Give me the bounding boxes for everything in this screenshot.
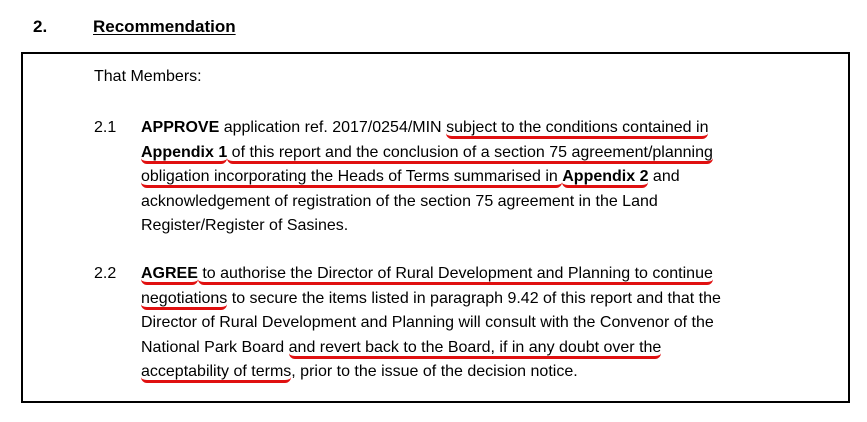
item-number: 2.2: [94, 265, 117, 282]
text-segment: to secure the items listed in paragraph 9.42 of this report and that the: [227, 289, 721, 307]
text-segment: application ref. 2017/0254/MIN: [219, 119, 447, 136]
item-text: [141, 116, 816, 239]
text-segment: Director of Rural Development and Planning will consult with the Convenor of the: [141, 314, 714, 331]
item-number: 2.1: [94, 119, 117, 136]
highlighted-text: Appendix 1: [141, 144, 227, 164]
text-line: [141, 262, 816, 287]
text-line: [141, 141, 816, 166]
text-line: [141, 214, 816, 239]
text-line: [141, 336, 816, 361]
highlighted-text: of this report and the conclusion of a section 75 agreement/planning: [227, 144, 713, 164]
text-line: [141, 165, 816, 190]
highlighted-text: obligation incorporating the Heads of Terms summarised in: [141, 168, 562, 188]
highlighted-text: Appendix 2: [562, 168, 648, 188]
highlighted-text: acceptability of terms: [141, 363, 291, 383]
section-title: Recommendation: [93, 17, 236, 36]
text-line: [141, 287, 816, 312]
highlighted-text: AGREE: [141, 265, 198, 285]
bold-text: APPROVE: [141, 119, 220, 136]
text-segment: National Park Board: [141, 338, 289, 356]
highlighted-text: and revert back to the Board, if in any doubt over the: [289, 339, 662, 359]
text-line: [141, 116, 816, 141]
text-line: [141, 311, 816, 336]
highlighted-text: to authorise the Director of Rural Development and Planning to continue: [198, 265, 713, 285]
text-segment: Register/Register of Sasines.: [141, 217, 349, 234]
section-number: 2.: [33, 17, 48, 36]
text-segment: acknowledgement of registration of the section 75 agreement in the Land: [141, 192, 658, 210]
text-segment: and: [648, 168, 680, 185]
recommendation-box: [21, 52, 850, 403]
intro-text: That Members:: [94, 68, 202, 85]
highlighted-text: subject to the conditions contained in: [446, 119, 708, 139]
section-heading: [0, 14, 867, 42]
text-line: [141, 360, 816, 385]
item-text: [141, 262, 816, 385]
highlighted-text: negotiations: [141, 290, 227, 310]
text-line: [141, 190, 816, 215]
text-segment: , prior to the issue of the decision notice.: [291, 363, 578, 380]
